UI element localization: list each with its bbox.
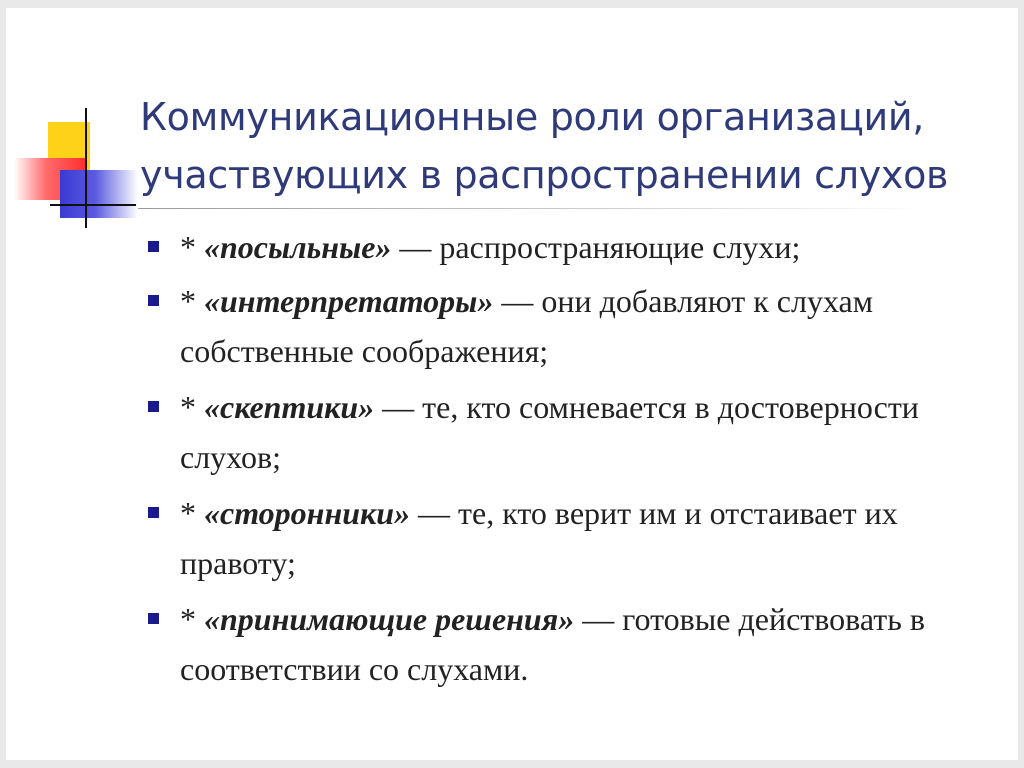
item-prefix: * [180, 389, 204, 425]
roles-list [140, 222, 980, 700]
item-term: «интерпретаторы» [204, 283, 494, 319]
item-prefix: * [180, 601, 204, 637]
item-term: «посыльные» [204, 229, 392, 265]
title-divider [138, 208, 928, 209]
square-bullet-icon [148, 295, 159, 306]
title-line-2: участвующих в распространении слухов [140, 153, 949, 197]
item-prefix: * [180, 495, 204, 531]
item-prefix: * [180, 283, 204, 319]
item-term: «сторонники» [204, 495, 411, 531]
square-bullet-icon [148, 613, 159, 624]
list-item [140, 276, 980, 376]
list-item [140, 594, 980, 694]
item-text: — те, кто верит им и отстаивает их правоту; [180, 495, 898, 581]
square-bullet-icon [148, 241, 159, 252]
list-item [140, 488, 980, 588]
item-prefix: * [180, 229, 204, 265]
square-bullet-icon [148, 507, 159, 518]
decorative-squares-icon [6, 8, 146, 248]
item-text: — готовые действовать в соответствии со слухами. [180, 601, 925, 687]
list-item [140, 382, 980, 482]
item-text: — они добавляют к слухам собственные соображения; [180, 283, 873, 369]
item-text: — распространяющие слухи; [391, 229, 801, 265]
list-item [140, 222, 980, 272]
horizontal-line [50, 204, 136, 206]
blue-gradient-square [60, 170, 138, 218]
item-term: «скептики» [204, 389, 375, 425]
slide [6, 8, 1018, 760]
slide-title [140, 88, 1010, 204]
vertical-line [85, 108, 87, 228]
title-line-1: Коммуникационные роли организаций, [140, 95, 925, 139]
square-bullet-icon [148, 401, 159, 412]
item-term: «принимающие решения» [204, 601, 575, 637]
item-text: — те, кто сомневается в достоверности слухов; [180, 389, 919, 475]
